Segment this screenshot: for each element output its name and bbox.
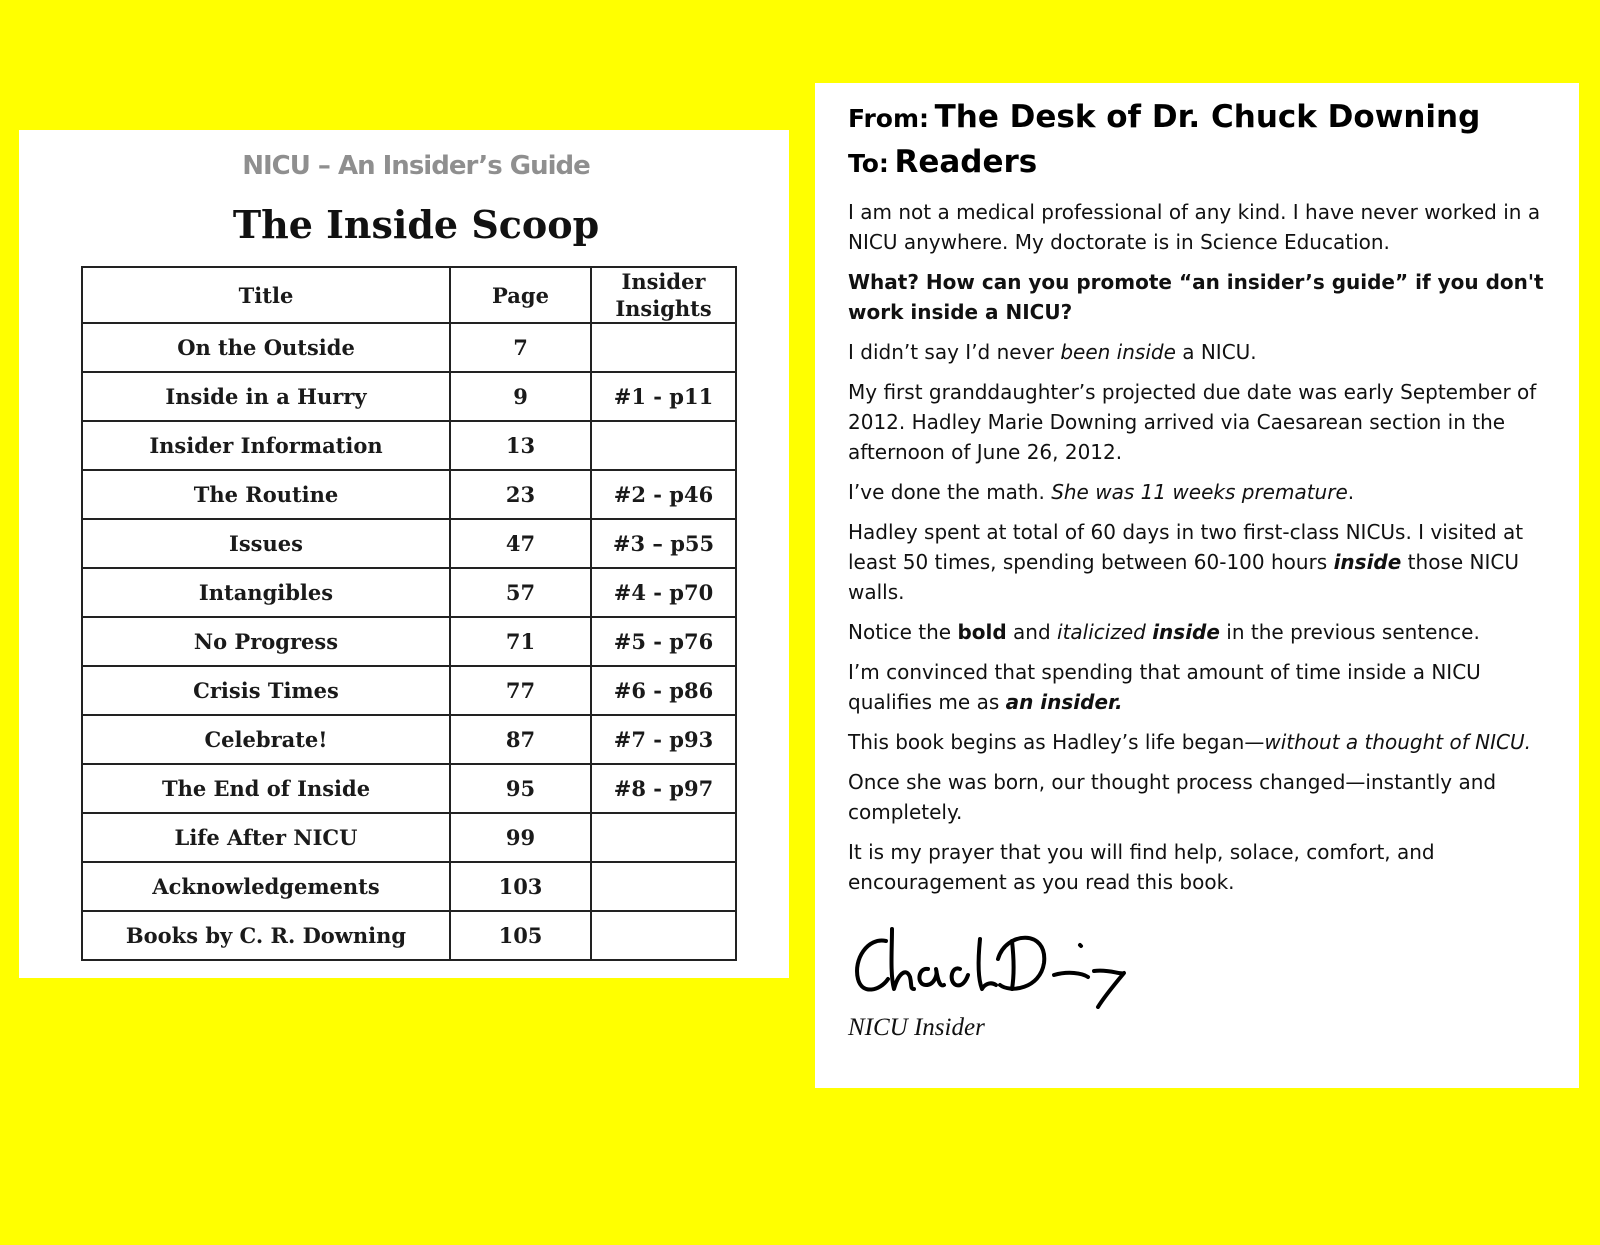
- bold-italic-run: an insider.: [1005, 690, 1123, 714]
- table-row: [82, 372, 736, 421]
- text-run: Notice the: [848, 620, 958, 644]
- col-header-insights-line2: Insights: [615, 296, 712, 321]
- letter-from-line: [848, 97, 1548, 142]
- row-insight: [591, 911, 736, 960]
- table-row: [82, 666, 736, 715]
- toc-title: The Inside Scoop: [232, 202, 600, 247]
- toc-table: [81, 266, 737, 961]
- row-title: Insider Information: [82, 421, 450, 470]
- paragraph-credentials: I am not a medical professional of any kind. I have never worked in a NICU anywhere. My doctorate is in Science Education.: [848, 200, 1541, 254]
- paragraph-insider: [848, 657, 1548, 717]
- paragraph-changed: Once she was born, our thought process changed—instantly and completely.: [848, 770, 1497, 824]
- row-page: 47: [450, 519, 591, 568]
- row-insight: [591, 813, 736, 862]
- paragraph-visits: [848, 517, 1548, 607]
- row-title: Acknowledgements: [82, 862, 450, 911]
- row-page: 13: [450, 421, 591, 470]
- col-header-title: Title: [82, 267, 450, 323]
- table-row: [82, 813, 736, 862]
- letter-card: [815, 83, 1579, 1088]
- signature-image: [848, 919, 1128, 1009]
- table-row: [82, 323, 736, 372]
- table-row: [82, 421, 736, 470]
- table-row: [82, 911, 736, 960]
- table-row: [82, 470, 736, 519]
- text-run: This book begins as Hadley’s life began—: [848, 730, 1265, 754]
- row-page: 57: [450, 568, 591, 617]
- paragraph-notice: [848, 617, 1548, 647]
- text-run: in the previous sentence.: [1219, 620, 1480, 644]
- row-page: 7: [450, 323, 591, 372]
- row-insight: #7 - p93: [591, 715, 736, 764]
- row-title: The Routine: [82, 470, 450, 519]
- col-header-insights-line1: Insider: [621, 269, 706, 294]
- italic-run: She was 11 weeks premature: [1051, 480, 1348, 504]
- row-insight: #4 - p70: [591, 568, 736, 617]
- table-row: [82, 862, 736, 911]
- row-page: 87: [450, 715, 591, 764]
- bold-italic-run: inside: [1152, 620, 1220, 644]
- table-row: [82, 519, 736, 568]
- row-insight: #1 - p11: [591, 372, 736, 421]
- row-title: The End of Inside: [82, 764, 450, 813]
- text-run: I didn’t say I’d never: [848, 340, 1061, 364]
- paragraph-inside: [848, 337, 1548, 367]
- col-header-page: Page: [450, 267, 591, 323]
- paragraph-math: [848, 477, 1548, 507]
- italic-run: been inside: [1060, 340, 1176, 364]
- row-insight: #2 - p46: [591, 470, 736, 519]
- row-page: 77: [450, 666, 591, 715]
- text-run: .: [1347, 480, 1355, 504]
- paragraph-question: [848, 267, 1548, 327]
- row-title: Life After NICU: [82, 813, 450, 862]
- letter-body: [848, 97, 1548, 1042]
- row-title: Crisis Times: [82, 666, 450, 715]
- text-run: and: [1006, 620, 1058, 644]
- row-page: 71: [450, 617, 591, 666]
- italic-run: italicized: [1057, 620, 1146, 644]
- row-title: Issues: [82, 519, 450, 568]
- row-page: 23: [450, 470, 591, 519]
- row-insight: #8 - p97: [591, 764, 736, 813]
- row-insight: [591, 862, 736, 911]
- toc-subtitle: NICU – An Insider’s Guide: [242, 151, 590, 181]
- text-run: those NICU walls.: [848, 550, 1519, 604]
- italic-run: without a thought of NICU.: [1264, 730, 1531, 754]
- text-run: I’ve done the math.: [848, 480, 1052, 504]
- row-page: 103: [450, 862, 591, 911]
- row-page: 105: [450, 911, 591, 960]
- row-page: 95: [450, 764, 591, 813]
- row-insight: #6 - p86: [591, 666, 736, 715]
- row-title: Inside in a Hurry: [82, 372, 450, 421]
- to-value: Readers: [894, 144, 1038, 180]
- question-text: What? How can you promote “an insider’s guide” if you don't work inside a NICU?: [848, 270, 1544, 324]
- table-row: [82, 568, 736, 617]
- row-insight: [591, 421, 736, 470]
- table-row: [82, 715, 736, 764]
- row-page: 99: [450, 813, 591, 862]
- paragraph-birth: My first granddaughter’s projected due date was early September of 2012. Hadley Marie Downing arrived via Caesarean section in the afternoon of June 26, 2012.: [848, 380, 1537, 464]
- toc-header-row: [82, 267, 736, 323]
- toc-card: [19, 130, 789, 978]
- bold-run: bold: [957, 620, 1007, 644]
- row-title: Books by C. R. Downing: [82, 911, 450, 960]
- col-header-insights: [591, 267, 736, 323]
- row-insight: [591, 323, 736, 372]
- row-title: No Progress: [82, 617, 450, 666]
- letter-to-line: [848, 142, 1548, 187]
- row-insight: #5 - p76: [591, 617, 736, 666]
- row-title: On the Outside: [82, 323, 450, 372]
- row-title: Intangibles: [82, 568, 450, 617]
- from-value: The Desk of Dr. Chuck Downing: [934, 99, 1481, 135]
- table-row: [82, 617, 736, 666]
- paragraph-begins: [848, 727, 1548, 757]
- text-run: a NICU.: [1175, 340, 1257, 364]
- bold-italic-run: inside: [1333, 550, 1402, 574]
- row-page: 9: [450, 372, 591, 421]
- from-label: From:: [848, 104, 930, 133]
- text-run: I’m convinced that spending that amount of time inside a NICU qualifies me as: [848, 660, 1481, 714]
- signoff-title: NICU Insider: [848, 1014, 985, 1041]
- paragraph-prayer: It is my prayer that you will find help, solace, comfort, and encouragement as you read this book.: [848, 840, 1435, 894]
- row-title: Celebrate!: [82, 715, 450, 764]
- table-row: [82, 764, 736, 813]
- row-insight: #3 – p55: [591, 519, 736, 568]
- to-label: To:: [848, 149, 889, 178]
- text-run: Hadley spent at total of 60 days in two first-class NICUs. I visited at least 50 times, spending between 60-100 hours: [848, 520, 1524, 574]
